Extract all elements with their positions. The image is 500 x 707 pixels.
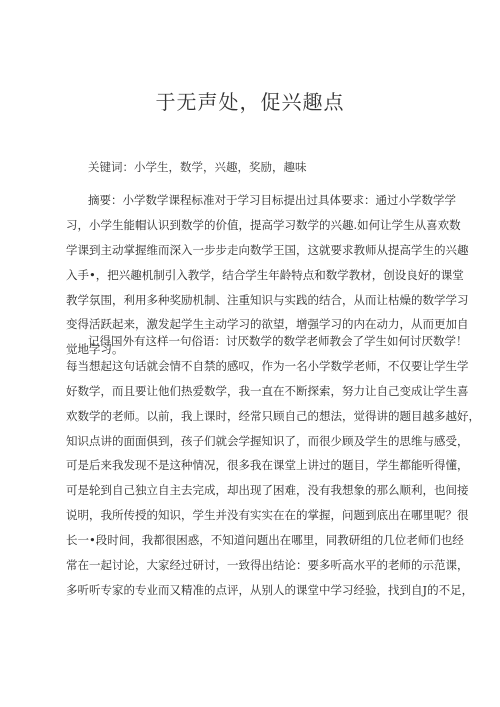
page-title: 于无声处，促兴趣点	[155, 90, 345, 114]
body-line: 每当想起这句话就会情不自禁的感叹，作为一名小学数学老师，不仅要让学生学	[66, 358, 469, 373]
abstract-line: 教学氛围，利用多种奖励机制、注重知识与实践的结合，从而让枯燥的数学学习	[66, 292, 469, 307]
body-line: 知识点讲的面面俱到，孩子们就会学握知识了，而很少顾及学生的思维与感受，	[66, 433, 469, 448]
body-line: 说明，我所传授的知识，学生并没有实实在在的掌握，问题到底出在哪里呢？很	[66, 508, 469, 523]
body-line: 可是后来我发现不是这种情况，很多我在课堂上讲过的题目，学生都能听得懂，	[66, 458, 469, 473]
body-line: 多听听专家的专业而又精准的点评，从别人的课堂中学习经验，找到自J的不足，	[66, 582, 474, 597]
body-line: 可是轮到自己独立自主去完成，却出现了困难，没有我想象的那么顺利，也间接	[66, 483, 469, 498]
abstract-line: 习，小学生能帽认识到数学的价值，提高学习数学的兴趣.如何让学生从喜欢数	[66, 217, 461, 232]
body-line: 常在一起讨论，大家经过研讨，一致得出结论：要多听高水平的老师的示范课，	[66, 558, 469, 573]
body-line: 记得国外有这样一句俗语：讨厌数学的数学老师教会了学生如何讨厌数学！	[88, 334, 468, 348]
body-line: 好数学，而且要让他们热爱数学，我一直在不断探索，努力让自己变成让学生喜	[66, 383, 469, 398]
abstract-line: 觉地学习。	[66, 342, 124, 357]
body-line: 长一•段时间，我都很困惑，不知道问题出在哪里，同教研组的几位老师们也经	[66, 533, 464, 548]
body-line: 欢数学的老师。以前，我上课时，经常只顾自己的想法，觉得讲的题目越多越好，	[66, 408, 480, 423]
abstract-line: 变得活跃起来，激发起学生主动学习的欲望，增强学习的内在动力，从而更加自	[66, 317, 469, 332]
abstract-line: 入手•，把兴趣机制引入教学，结合学生年龄特点和数学教材，创设良好的课堂	[66, 267, 464, 282]
keywords-line: 关键词：小学生，数学，兴趣，奖励，趣味	[88, 160, 307, 174]
abstract-line: 学课到主动掌握维而深入一步步走向数学王国，这就要求教师从提高学生的兴趣	[66, 242, 469, 257]
body-paragraph	[66, 329, 480, 603]
abstract-line: 摘要：小学数学课程标准对于学习目标提出过具体要求：通过小学数学学	[88, 193, 456, 207]
